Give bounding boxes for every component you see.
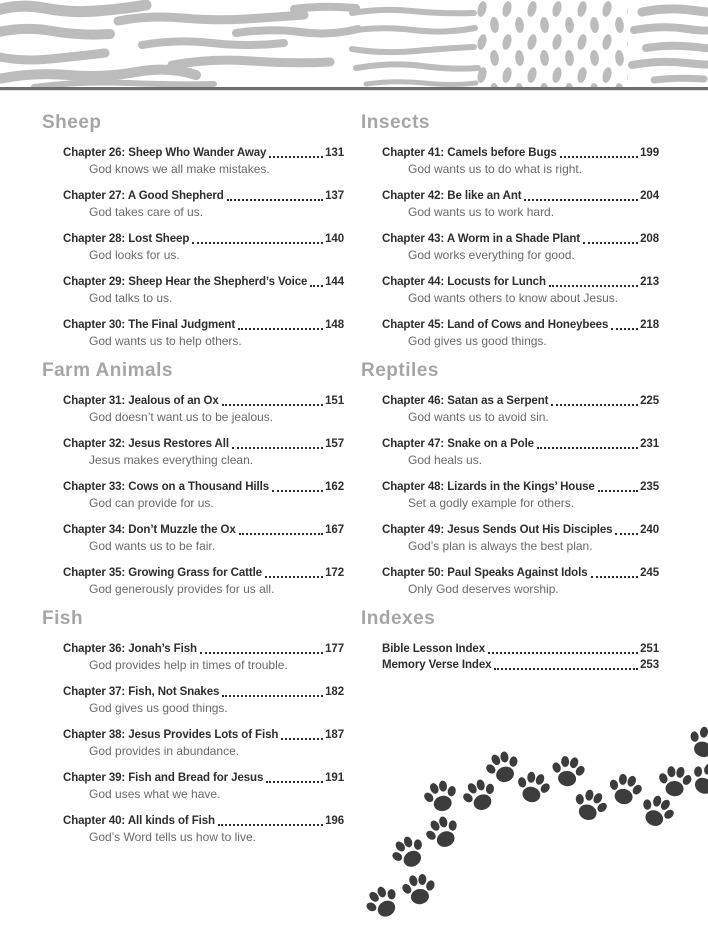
paw-print-icon <box>635 790 680 832</box>
page-number: 151 <box>325 395 344 407</box>
chapter-title: Chapter 33: Cows on a Thousand Hills <box>63 481 269 493</box>
chapter-title: Chapter 31: Jealous of an Ox <box>63 395 219 407</box>
section-heading: Farm Animals <box>42 360 173 381</box>
dot-leader <box>272 490 323 492</box>
chapter-title: Chapter 50: Paul Speaks Against Idols <box>382 567 588 579</box>
chapter-description: Jesus makes everything clean. <box>89 453 254 467</box>
section-heading: Insects <box>361 112 430 133</box>
chapter-title: Chapter 42: Be like an Ant <box>382 190 522 202</box>
toc-entry <box>63 317 344 349</box>
dot-leader <box>227 199 323 201</box>
chapter-description: God wants us to avoid sin. <box>408 410 549 424</box>
paw-print-icon <box>481 747 524 787</box>
chapter-description: God can provide for us. <box>89 496 214 510</box>
toc-section-fish <box>42 608 344 845</box>
chapter-description: God gives us good things. <box>89 701 228 715</box>
dot-leader <box>222 695 323 697</box>
chapter-description: God wants us to help others. <box>89 334 242 348</box>
paw-print-icon <box>605 771 646 808</box>
dot-leader <box>310 285 323 287</box>
page-number: 144 <box>325 276 344 288</box>
dot-leader <box>265 576 323 578</box>
chapter-description: God’s Word tells us how to live. <box>89 830 256 844</box>
toc-entry <box>63 479 344 511</box>
toc-section-sheep <box>42 112 344 349</box>
dot-leader <box>232 447 323 449</box>
dot-leader <box>222 404 323 406</box>
chapter-title: Chapter 46: Satan as a Serpent <box>382 395 549 407</box>
page-number: 191 <box>325 772 344 784</box>
chapter-description: God gives us good things. <box>408 334 547 348</box>
page-number: 225 <box>640 395 659 407</box>
page-number: 131 <box>325 147 344 159</box>
page-number: 245 <box>640 567 659 579</box>
chapter-description: Set a godly example for others. <box>408 496 575 510</box>
toc-entry <box>63 565 344 597</box>
chapter-title: Chapter 29: Sheep Hear the Shepherd’s Voice <box>63 276 308 288</box>
chapter-title: Chapter 44: Locusts for Lunch <box>382 276 546 288</box>
toc-column-right <box>361 112 659 681</box>
page-number: 199 <box>640 147 659 159</box>
toc-section-reptiles <box>361 360 659 597</box>
dot-leader <box>583 242 638 244</box>
toc-entry <box>63 393 344 425</box>
chapter-title: Chapter 27: A Good Shepherd <box>63 190 224 202</box>
paw-print-icon <box>548 754 588 789</box>
page-number: 167 <box>325 524 344 536</box>
chapter-title: Chapter 35: Growing Grass for Cattle <box>63 567 262 579</box>
page-number: 172 <box>325 567 344 579</box>
section-heading: Indexes <box>361 608 436 629</box>
toc-entry <box>63 684 344 716</box>
header-divider <box>0 87 708 90</box>
chapter-title: Chapter 43: A Worm in a Shade Plant <box>382 233 581 245</box>
toc-section-insects <box>361 112 659 349</box>
page-number: 177 <box>325 643 344 655</box>
section-heading: Sheep <box>42 112 102 133</box>
dot-leader <box>537 447 638 449</box>
chapter-description: God talks to us. <box>89 291 173 305</box>
toc-entry <box>63 641 344 673</box>
paw-print-icon <box>359 880 405 925</box>
toc-section-farm-animals <box>42 360 344 597</box>
chapter-description: God works everything for good. <box>408 248 575 262</box>
page-number: 137 <box>325 190 344 202</box>
zebra-stripe-pattern-right <box>632 9 708 80</box>
header-decoration <box>0 0 708 91</box>
paw-print-icon <box>420 811 465 853</box>
dot-leader <box>524 199 638 201</box>
dot-leader <box>266 781 323 783</box>
page-number: 208 <box>640 233 659 245</box>
chapter-description: God’s plan is always the best plan. <box>408 539 593 553</box>
chapter-description: God uses what we have. <box>89 787 221 801</box>
toc-entry <box>382 317 659 349</box>
page-number: 231 <box>640 438 659 450</box>
dot-leader <box>591 576 639 578</box>
paw-print-icon <box>385 830 431 874</box>
dot-leader <box>488 652 638 654</box>
section-heading: Reptiles <box>361 360 439 381</box>
page-number: 213 <box>640 276 659 288</box>
paw-prints <box>356 726 708 933</box>
toc-entry <box>63 813 344 845</box>
zebra-stripe-pattern-left <box>0 5 478 87</box>
chapter-title: Chapter 28: Lost Sheep <box>63 233 190 245</box>
chapter-title: Chapter 48: Lizards in the Kings’ House <box>382 481 595 493</box>
paw-print-icon <box>399 872 439 907</box>
dot-leader <box>560 156 638 158</box>
chapter-title: Chapter 40: All kinds of Fish <box>63 815 215 827</box>
chapter-title: Chapter 47: Snake on a Pole <box>382 438 534 450</box>
paw-print-icon <box>684 726 708 762</box>
index-title: Bible Lesson Index <box>382 643 486 655</box>
index-title: Memory Verse Index <box>382 659 492 671</box>
chapter-title: Chapter 32: Jesus Restores All <box>63 438 229 450</box>
dot-leader <box>269 156 323 158</box>
chapter-title: Chapter 37: Fish, Not Snakes <box>63 686 220 698</box>
toc-entry <box>382 657 659 673</box>
page-number: 162 <box>325 481 344 493</box>
page-number: 182 <box>325 686 344 698</box>
toc-entry <box>382 522 659 554</box>
toc-entry <box>382 436 659 468</box>
page-number: 218 <box>640 319 659 331</box>
chapter-description: God wants us to work hard. <box>408 205 555 219</box>
page-number: 204 <box>640 190 659 202</box>
chapter-title: Chapter 41: Camels before Bugs <box>382 147 557 159</box>
page-number: 187 <box>325 729 344 741</box>
dot-leader <box>200 652 323 654</box>
section-heading: Fish <box>42 608 84 629</box>
dot-leader <box>611 328 638 330</box>
chapter-title: Chapter 34: Don’t Muzzle the Ox <box>63 524 236 536</box>
page-number: 251 <box>640 643 659 655</box>
page-number: 240 <box>640 524 659 536</box>
toc-entry <box>63 522 344 554</box>
chapter-description: God looks for us. <box>89 248 180 262</box>
dot-leader <box>549 285 638 287</box>
chapter-description: God wants others to know about Jesus. <box>408 291 619 305</box>
chapter-description: God heals us. <box>408 453 483 467</box>
toc-entry <box>63 727 344 759</box>
chapter-description: Only God deserves worship. <box>408 582 559 596</box>
dot-leader <box>615 533 638 535</box>
toc-entry <box>382 231 659 263</box>
toc-entry <box>382 145 659 177</box>
chapter-description: God provides help in times of trouble. <box>89 658 288 672</box>
toc-entry <box>63 274 344 306</box>
page-number: 196 <box>325 815 344 827</box>
spots-pattern <box>476 0 628 87</box>
chapter-title: Chapter 26: Sheep Who Wander Away <box>63 147 267 159</box>
toc-entry <box>382 565 659 597</box>
dot-leader <box>192 242 323 244</box>
paw-print-icon <box>420 777 462 816</box>
toc-section-indexes <box>361 608 659 673</box>
paw-print-icon <box>512 768 554 806</box>
toc-entry <box>63 145 344 177</box>
toc-entry <box>382 641 659 657</box>
paw-print-icon <box>656 765 694 798</box>
page-number: 140 <box>325 233 344 245</box>
chapter-title: Chapter 36: Jonah’s Fish <box>63 643 197 655</box>
chapter-title: Chapter 30: The Final Judgment <box>63 319 236 331</box>
dot-leader <box>494 668 638 670</box>
chapter-title: Chapter 49: Jesus Sends Out His Disciples <box>382 524 613 536</box>
toc-entry <box>63 436 344 468</box>
paw-print-icon <box>457 774 501 816</box>
chapter-description: God knows we all make mistakes. <box>89 162 270 176</box>
toc-column-left <box>42 112 344 856</box>
paw-print-icon <box>568 785 612 826</box>
chapter-description: God takes care of us. <box>89 205 204 219</box>
chapter-description: God provides in abundance. <box>89 744 240 758</box>
chapter-description: God doesn’t want us to be jealous. <box>89 410 274 424</box>
dot-leader <box>218 824 323 826</box>
toc-entry <box>63 188 344 220</box>
toc-entry <box>63 231 344 263</box>
dot-leader <box>238 328 323 330</box>
chapter-description: God generously provides for us all. <box>89 582 275 596</box>
toc-entry <box>382 274 659 306</box>
dot-leader <box>239 533 323 535</box>
page-number: 235 <box>640 481 659 493</box>
chapter-title: Chapter 45: Land of Cows and Honeybees <box>382 319 609 331</box>
chapter-title: Chapter 39: Fish and Bread for Jesus <box>63 772 264 784</box>
toc-entry <box>382 188 659 220</box>
page-number: 253 <box>640 659 659 671</box>
chapter-description: God wants us to be fair. <box>89 539 216 553</box>
toc-entry <box>382 393 659 425</box>
dot-leader <box>598 490 638 492</box>
chapter-title: Chapter 38: Jesus Provides Lots of Fish <box>63 729 279 741</box>
toc-entry <box>63 770 344 802</box>
toc-entry <box>382 479 659 511</box>
page-number: 157 <box>325 438 344 450</box>
chapter-description: God wants us to do what is right. <box>408 162 583 176</box>
page-number: 148 <box>325 319 344 331</box>
dot-leader <box>551 404 638 406</box>
dot-leader <box>281 738 323 740</box>
